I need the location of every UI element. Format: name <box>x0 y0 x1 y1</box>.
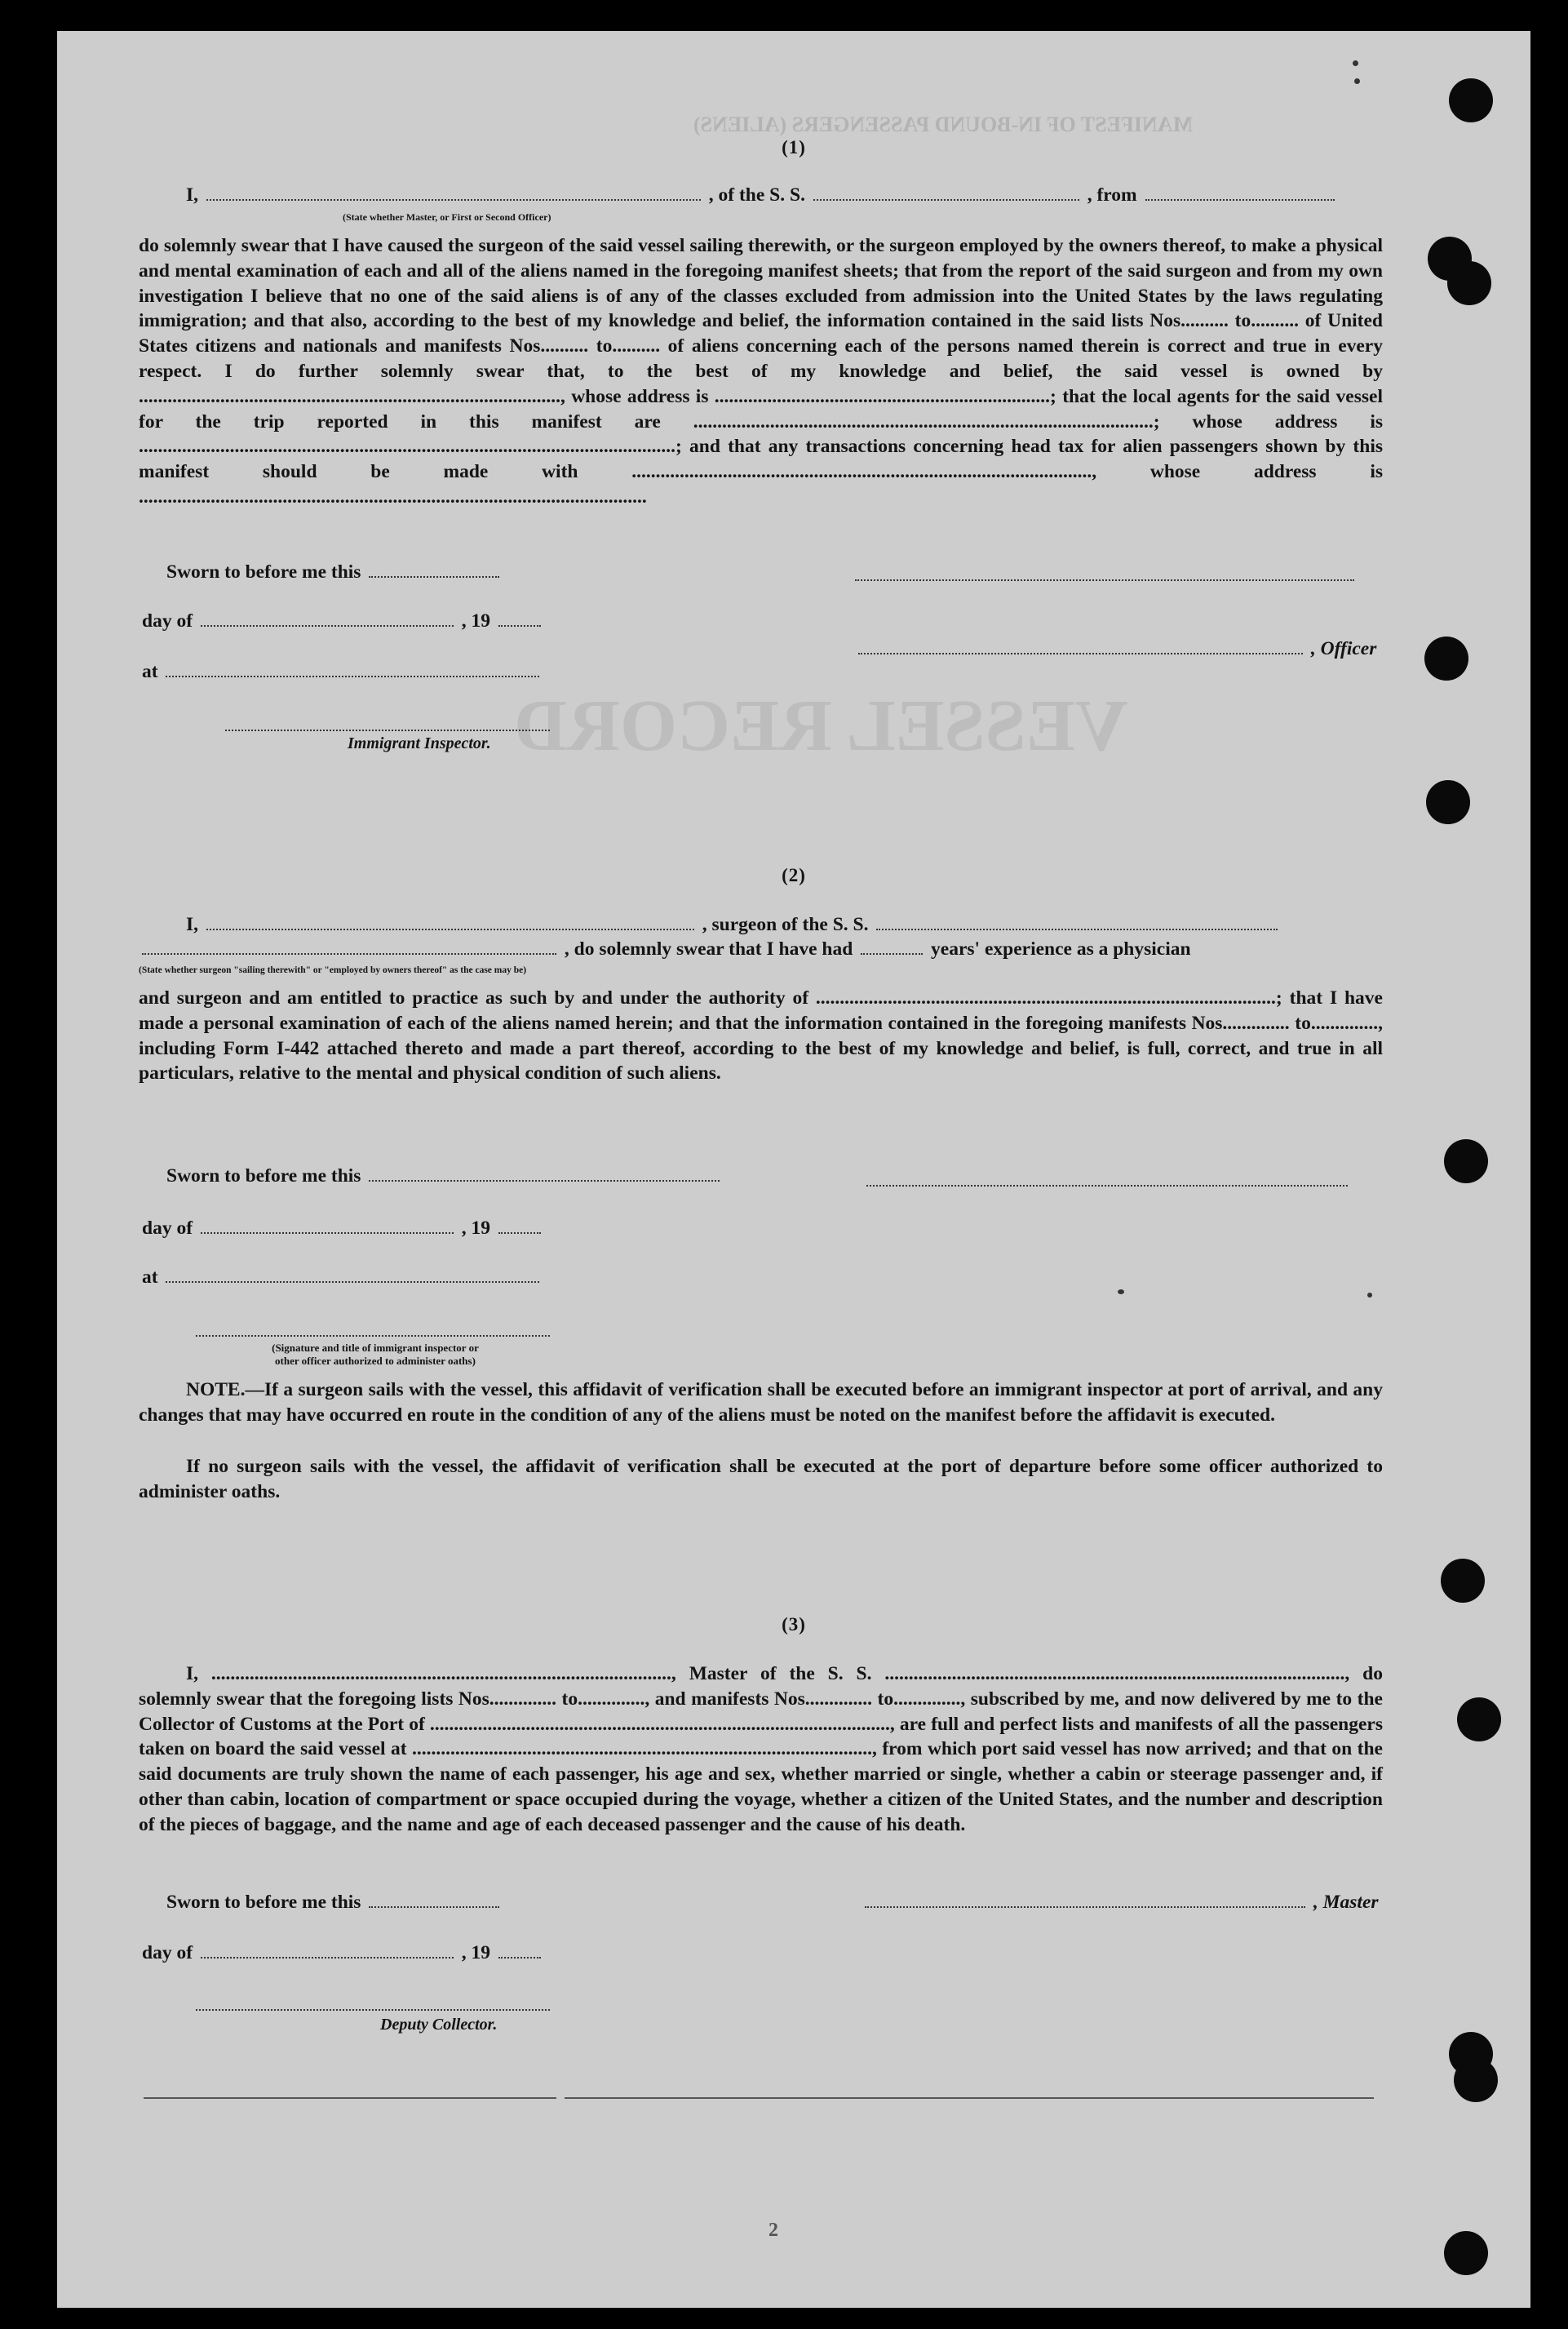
oath-officer-signature-line <box>196 1335 550 1337</box>
month-blank <box>201 610 454 627</box>
section-2-sworn <box>166 1165 723 1187</box>
year-blank <box>498 1942 541 1959</box>
sworn-day-blank <box>369 1892 499 1908</box>
sworn-label: Sworn to before me this <box>166 561 361 583</box>
note-paragraph-2: If no surgeon sails with the vessel, the affidavit of verification shall be executed at the port of departure before some officer authorized to administer oaths. <box>139 1456 1383 1502</box>
from-label: , from <box>1087 184 1137 206</box>
officer-signature-line <box>855 579 1354 581</box>
section-2-day <box>142 1218 544 1240</box>
at-label: at <box>142 661 158 682</box>
surgeon-status-blank <box>142 938 556 955</box>
section-1-body: do solemnly swear that I have caused the surgeon of the said vessel sailing therewith, or the surgeon employed by the owners thereof, to make a physical and mental examination of each and all of the aliens named in the foregoing manifest sheets; that from the report of the said surgeon and from my own investigation I believe that no one of the said aliens is of any of the classes excluded from admission into the United States by the laws regulating immigration; and that also, according to the best of my knowledge and belief, the information contained in the said lists Nos.......... to.......... of United States citizens and nationals and manifests Nos.......... to.......... of aliens concerning each of the persons named therein is correct and true in every respect. I do further solemnly swear that, to the best of my knowledge and belief, the said vessel is owned by ........................................................................................, whose address is ......................................................................; that the local agents for the said vessel for the trip reported in this manifest are ................................................................................................; whose address is ................................................................................................................; and that any transactions concerning head tax for alien passengers shown by this manifest should be made with ................................................................................................, whose address is .......................................................................................................... <box>139 235 1383 508</box>
year-label: , 19 <box>461 1218 491 1239</box>
punch-hole <box>1426 780 1470 824</box>
section-2-body: and surgeon and am entitled to practice as such by and under the authority of ................................................................................................; that I have made a personal examination of each of the aliens named herein; and that the information contained in the foregoing manifests Nos.............. to.............., including Form I-442 attached thereto and made a part thereof, according to the best of my knowledge and belief, is full, correct, and true in all particulars, relative to the mental and physical condition of such aliens. <box>139 987 1383 1085</box>
surgeon-name-blank <box>206 914 694 930</box>
master-caption: (State whether Master, or First or Second Officer) <box>343 211 551 223</box>
i-label: I, <box>186 184 199 206</box>
of-ss-label: , of the S. S. <box>708 184 805 206</box>
punch-hole <box>1441 1559 1485 1603</box>
section-2-line2 <box>139 938 1191 960</box>
year-label: , 19 <box>461 1942 491 1963</box>
note-paragraph <box>139 1377 1383 1428</box>
bleed-through-text: VESSEL RECORD <box>514 685 1128 766</box>
surgeon-signature-line <box>866 1185 1348 1187</box>
inspector-signature-line <box>225 730 550 731</box>
section-3-sworn <box>166 1892 503 1914</box>
month-blank <box>201 1218 454 1234</box>
vessel-name-blank <box>813 184 1079 201</box>
section-1-officer <box>855 638 1376 660</box>
officer-blank <box>858 638 1303 654</box>
at-blank <box>166 661 539 677</box>
punch-hole <box>1454 2058 1498 2102</box>
signature-caption-2: other officer authorized to administer oaths) <box>275 1355 476 1367</box>
from-port-blank <box>1145 184 1335 201</box>
surgeon-caption: (State whether surgeon "sailing therewith" or "employed by owners thereof" as the case may be) <box>139 965 527 975</box>
ink-speck <box>1367 1293 1372 1298</box>
surgeon-vessel-blank <box>876 914 1278 930</box>
note-label: NOTE. <box>186 1379 246 1400</box>
bottom-rule-left <box>144 2097 556 2099</box>
manifest-page <box>57 31 1530 2308</box>
at-blank <box>166 1267 539 1283</box>
month-blank <box>201 1942 454 1959</box>
sworn-label: Sworn to before me this <box>166 1892 361 1913</box>
bottom-rule-right <box>565 2097 1374 2099</box>
immigrant-inspector-caption: Immigrant Inspector. <box>348 734 491 752</box>
section-3-body: I, ................................................................................................, Master of the S. S. ................................................................................................, do solemnly swear that the foregoing lists Nos.............. to.............., and manifests Nos.............. to.............., subscribed by me, and now delivered by me to the Collector of Customs at the Port of ................................................................................................, are full and perfect lists and manifests of all the passengers taken on board the said vessel at ................................................................................................, from which port said vessel has now arrived; and that on the said documents are truly shown the name of each passenger, his age and sex, whether married or single, whether a cabin or steerage passenger and, if other than cabin, location of compartment or space occupied during the voyage, whether a citizen of the United States, and the number and description of the pieces of baggage, and the name and age of each deceased passenger and the cause of his death. <box>139 1663 1383 1835</box>
master-label: , Master <box>1313 1892 1379 1913</box>
note-text: —If a surgeon sails with the vessel, this affidavit of verification shall be executed before an immigrant inspector at port of arrival, and any changes that may have occurred en route in the condition of any of the aliens must be noted on the manifest before the affidavit is executed. <box>139 1379 1383 1426</box>
collector-signature-line <box>196 2009 550 2011</box>
year-blank <box>498 610 541 627</box>
sworn-day-blank <box>369 1165 720 1182</box>
master-signature-blank <box>865 1892 1305 1908</box>
punch-hole <box>1457 1697 1501 1741</box>
punch-hole <box>1444 1139 1488 1183</box>
punch-hole <box>1447 261 1491 305</box>
section-1-sworn <box>166 561 503 583</box>
signature-caption-1: (Signature and title of immigrant inspector or <box>272 1342 479 1354</box>
sworn-label: Sworn to before me this <box>166 1165 361 1187</box>
day-of-label: day of <box>142 1942 193 1963</box>
sworn-day-blank <box>369 561 499 578</box>
i-label: I, <box>186 914 199 935</box>
years-label: years' experience as a physician <box>931 938 1191 960</box>
section-3-day <box>142 1942 544 1964</box>
at-label: at <box>142 1267 158 1288</box>
section-3-number: (3) <box>782 1614 806 1635</box>
surgeon-label: , surgeon of the S. S. <box>702 914 869 935</box>
year-blank <box>498 1218 541 1234</box>
punch-hole <box>1444 2231 1488 2275</box>
bleed-through-text: MANIFEST OF IN-BOUND PASSENGERS (ALIENS) <box>693 113 1194 136</box>
master-name-blank <box>206 184 701 201</box>
deputy-collector-caption: Deputy Collector. <box>380 2016 498 2034</box>
section-2-at <box>142 1267 543 1289</box>
section-1-line1 <box>186 184 1338 206</box>
officer-label: , Officer <box>1310 638 1377 659</box>
years-blank <box>861 938 923 955</box>
section-2-number: (2) <box>782 865 806 885</box>
punch-hole <box>1449 78 1493 122</box>
section-3-master <box>862 1892 1379 1914</box>
punch-hole <box>1424 637 1468 681</box>
page-number: 2 <box>768 2220 778 2241</box>
section-2-line1 <box>186 914 1281 936</box>
day-of-label: day of <box>142 610 193 632</box>
ink-speck <box>1353 60 1358 66</box>
section-1-number: (1) <box>782 137 806 157</box>
swear-label: , do solemnly swear that I have had <box>564 938 853 960</box>
section-1-at <box>142 661 543 683</box>
day-of-label: day of <box>142 1218 193 1239</box>
ink-speck <box>1118 1289 1124 1294</box>
ink-speck <box>1354 78 1360 84</box>
year-label: , 19 <box>461 610 491 632</box>
section-1-day <box>142 610 544 632</box>
